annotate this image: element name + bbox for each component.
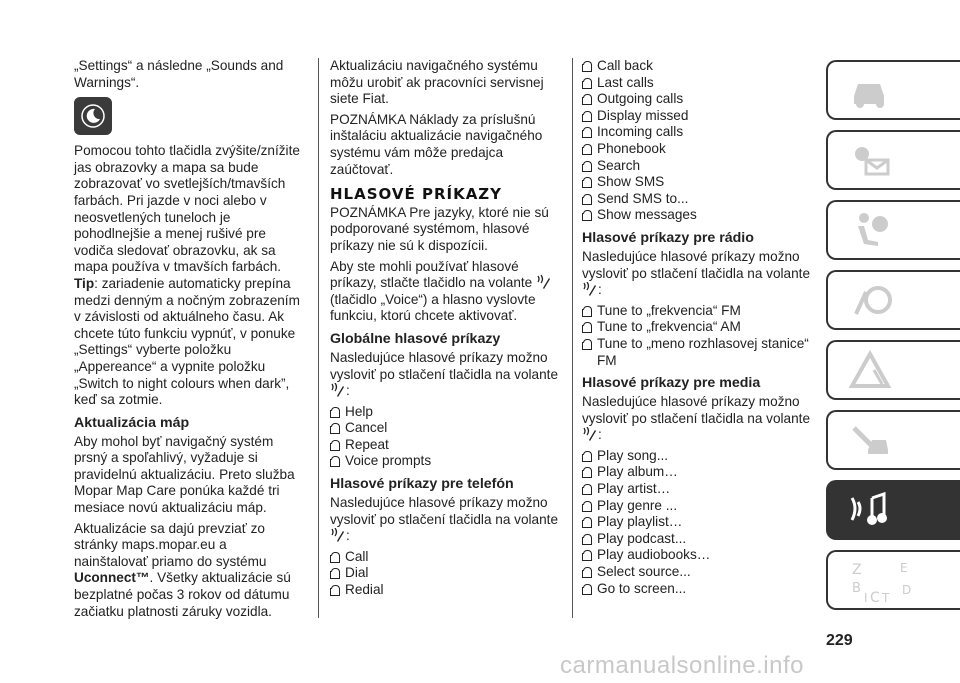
chapter-tab-maintenance[interactable] bbox=[826, 410, 960, 470]
note-cost-paragraph: POZNÁMKA Náklady za príslušnú inštaláciu aktualizácie navigačného systému vám môže predajca zaúčtovať. bbox=[330, 111, 543, 177]
chapter-tab-multimedia[interactable] bbox=[826, 480, 960, 540]
night-mode-button-illustration bbox=[74, 97, 112, 135]
media-command-list bbox=[582, 448, 814, 597]
map-download-paragraph: Aktualizácie sa dajú prevziať zo stránky maps.mopar.eu a nainštalovať priamo do systému Uconnect™. Všetky aktualizácie sú bezplatné počas 3 rokov od dátumu začiatku platnosti záruky vozidla. bbox=[74, 520, 291, 619]
list-item: Play artist… bbox=[582, 481, 814, 498]
section-heading-media: Hlasové príkazy pre media bbox=[582, 375, 761, 392]
column-3 bbox=[582, 58, 814, 601]
index-letter: E bbox=[900, 561, 908, 575]
list-item: Play song... bbox=[582, 448, 814, 465]
chapter-tab-car[interactable] bbox=[826, 60, 960, 120]
list-item: Search bbox=[582, 158, 814, 175]
radio-command-list bbox=[582, 303, 814, 369]
list-item: Dial bbox=[330, 565, 562, 582]
note-language-paragraph: POZNÁMKA Pre jazyky, ktoré nie sú podporované systémom, hlasové príkazy nie sú k dispozícii. bbox=[330, 204, 549, 253]
section-heading-map-update: Aktualizácia máp bbox=[74, 414, 190, 431]
page-number: 229 bbox=[826, 632, 853, 649]
brightness-paragraph: Pomocou tohto tlačidla zvýšite/znížite jas obrazovky a mapa sa bude zobrazovať vo svetlejších/tmavších farbách. Pri jazde v noci alebo v neosvetlených tuneloch je pohodlnejšie a menej rušivé pre vodiča sledovať obrazovku, ak sa mapa používa v tmavších farbách. Tip: zariadenie automaticky prepína medzi denným a nočným zobrazením v závislosti od aktuálneho času. Ak chcete túto funkciu vypnúť, v ponuke „Settings“ vyberte položku „Appereance“ a vypnite položku „Switch to night colours when dark”, keď sa zotmie. bbox=[74, 143, 300, 408]
chapter-tab-weather[interactable] bbox=[826, 130, 960, 190]
uconnect-brand: Uconnect™ bbox=[74, 570, 150, 586]
checkbox-icon bbox=[582, 177, 592, 188]
list-item: Redial bbox=[330, 582, 562, 599]
checkbox-icon bbox=[582, 161, 592, 172]
index-letter: D bbox=[902, 583, 912, 597]
voice-button-icon bbox=[582, 282, 598, 296]
checkbox-icon bbox=[582, 584, 592, 595]
list-item: Play genre ... bbox=[582, 498, 814, 515]
checkbox-icon bbox=[330, 568, 340, 579]
list-item: Voice prompts bbox=[330, 453, 562, 470]
warning-triangle-icon bbox=[848, 350, 892, 390]
chapter-tab-safety[interactable] bbox=[826, 200, 960, 260]
phone-command-list-continued bbox=[582, 58, 814, 224]
list-item: Show messages bbox=[582, 207, 814, 224]
key-wheel-icon bbox=[848, 280, 892, 320]
checkbox-icon bbox=[330, 585, 340, 596]
list-item: Phonebook bbox=[582, 141, 814, 158]
list-item: Tune to „frekvencia“ FM bbox=[582, 303, 814, 320]
section-heading-radio: Hlasové príkazy pre rádio bbox=[582, 229, 754, 246]
checkbox-icon bbox=[582, 94, 592, 105]
checkbox-icon bbox=[582, 550, 592, 561]
section-heading-phone: Hlasové príkazy pre telefón bbox=[330, 476, 514, 493]
checkbox-icon bbox=[330, 456, 340, 467]
chapter-tab-emergency[interactable] bbox=[826, 340, 960, 400]
index-letter: C bbox=[870, 590, 880, 606]
tip-label: Tip bbox=[74, 275, 95, 291]
checkbox-icon bbox=[582, 339, 592, 350]
list-item: Tune to „meno rozhlasovej stanice“ FM bbox=[582, 336, 814, 369]
checkbox-icon bbox=[582, 210, 592, 221]
watermark: carmanualsonline.info bbox=[560, 652, 804, 679]
index-letters-icon bbox=[848, 560, 928, 606]
list-item: Select source... bbox=[582, 564, 814, 581]
list-item: Play album… bbox=[582, 464, 814, 481]
voice-usage-paragraph: Aby ste mohli používať hlasové príkazy, stlačte tlačidlo na volante (tlačidlo „Voice“) a hlasno vyslovte funkciu, ktorú chcete aktivovať. bbox=[330, 259, 562, 325]
chapter-tab-driving[interactable] bbox=[826, 270, 960, 330]
car-icon bbox=[848, 70, 892, 110]
section-heading-global: Globálne hlasové príkazy bbox=[330, 330, 501, 347]
global-command-list bbox=[330, 404, 562, 470]
checkbox-icon bbox=[582, 111, 592, 122]
music-note-icon bbox=[848, 490, 892, 530]
checkbox-icon bbox=[582, 144, 592, 155]
moon-icon bbox=[80, 103, 106, 129]
list-item: Display missed bbox=[582, 108, 814, 125]
checkbox-icon bbox=[582, 451, 592, 462]
column-divider bbox=[318, 58, 319, 618]
list-item: Play podcast... bbox=[582, 531, 814, 548]
index-letter: I bbox=[864, 591, 868, 605]
global-intro: Nasledujúce hlasové príkazy možno vysloviť po stlačení tlačidla na volante : bbox=[330, 349, 559, 399]
list-item: Tune to „frekvencia“ AM bbox=[582, 319, 814, 336]
checkbox-icon bbox=[582, 467, 592, 478]
checkbox-icon bbox=[582, 306, 592, 317]
checkbox-icon bbox=[330, 423, 340, 434]
checkbox-icon bbox=[582, 517, 592, 528]
list-item: Help bbox=[330, 404, 562, 421]
phone-command-list bbox=[330, 549, 562, 599]
list-item: Call bbox=[330, 549, 562, 566]
checkbox-icon bbox=[582, 78, 592, 89]
checkbox-icon bbox=[582, 61, 592, 72]
checkbox-icon bbox=[582, 484, 592, 495]
airbag-person-icon bbox=[848, 210, 892, 250]
list-item: Incoming calls bbox=[582, 124, 814, 141]
checkbox-icon bbox=[330, 552, 340, 563]
service-paragraph: Aktualizáciu navigačného systému môžu urobiť ak pracovníci servisnej siete Fiat. bbox=[330, 58, 544, 107]
list-item: Show SMS bbox=[582, 174, 814, 191]
column-1 bbox=[74, 58, 302, 624]
list-item: Play playlist… bbox=[582, 514, 814, 531]
checkbox-icon bbox=[330, 407, 340, 418]
list-item: Cancel bbox=[330, 420, 562, 437]
index-letter: B bbox=[852, 581, 861, 596]
list-item: Last calls bbox=[582, 75, 814, 92]
checkbox-icon bbox=[582, 127, 592, 138]
list-item: Repeat bbox=[330, 437, 562, 454]
weather-mail-icon bbox=[848, 140, 892, 180]
chapter-tab-index[interactable] bbox=[826, 550, 960, 610]
voice-button-icon bbox=[330, 383, 346, 397]
radio-intro: Nasledujúce hlasové príkazy možno vysloviť po stlačení tlačidla na volante : bbox=[582, 248, 811, 298]
checkbox-icon bbox=[582, 534, 592, 545]
voice-button-icon bbox=[582, 427, 598, 441]
phone-intro: Nasledujúce hlasové príkazy možno vysloviť po stlačení tlačidla na volante : bbox=[330, 495, 559, 544]
section-heading-voice-commands: HLASOVÉ PRÍKAZY bbox=[330, 185, 503, 204]
list-item: Call back bbox=[582, 58, 814, 75]
list-item: Outgoing calls bbox=[582, 91, 814, 108]
voice-button-icon bbox=[330, 528, 346, 542]
list-item: Play audiobooks… bbox=[582, 547, 814, 564]
voice-button-icon bbox=[536, 275, 552, 289]
checkbox-icon bbox=[582, 194, 592, 205]
map-update-paragraph: Aby mohol byť navigačný systém prsný a spoľahlivý, vyžaduje si pravidelnú aktualizáciu. Preto služba Mopar Map Care ponúka každé tri mesiace novú aktualizáciu máp. bbox=[74, 433, 295, 516]
wrench-car-icon bbox=[848, 420, 892, 460]
checkbox-icon bbox=[582, 322, 592, 333]
chapter-tab-sidebar bbox=[826, 60, 960, 620]
list-item: Send SMS to... bbox=[582, 191, 814, 208]
checkbox-icon bbox=[330, 440, 340, 451]
checkbox-icon bbox=[582, 567, 592, 578]
list-item: Go to screen... bbox=[582, 581, 814, 598]
index-letter: Z bbox=[852, 562, 862, 578]
index-letter: T bbox=[882, 591, 890, 605]
column-divider bbox=[572, 58, 573, 618]
checkbox-icon bbox=[582, 501, 592, 512]
intro-text: „Settings“ a následne „Sounds and Warnings“. bbox=[74, 58, 284, 90]
media-intro: Nasledujúce hlasové príkazy možno vysloviť po stlačení tlačidla na volante : bbox=[582, 394, 811, 443]
column-2 bbox=[330, 58, 562, 603]
